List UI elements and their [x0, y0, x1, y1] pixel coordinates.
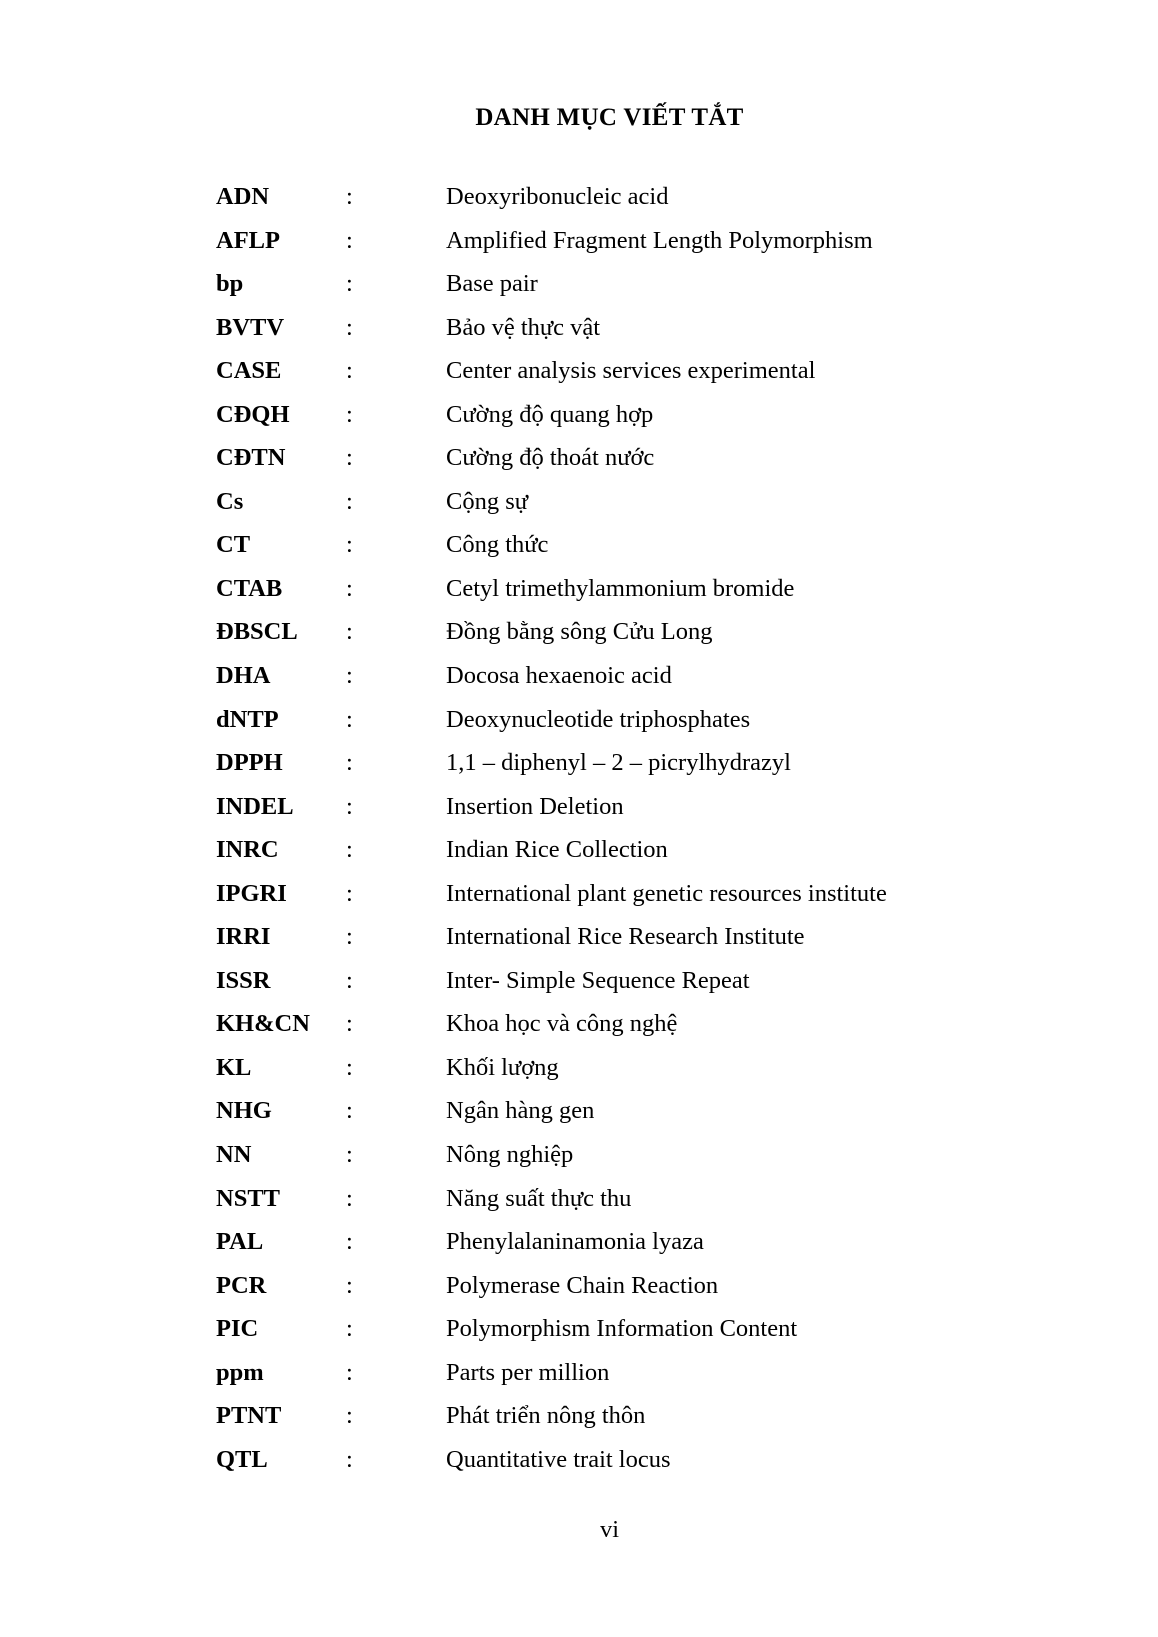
abbreviation-row [0, 922, 1158, 966]
abbreviation-row [0, 792, 1158, 836]
abbreviation-row [0, 1053, 1158, 1097]
abbreviation-definition: Amplified Fragment Length Polymorphism [446, 226, 873, 254]
abbreviation-separator: : [346, 1358, 353, 1386]
abbreviation-definition: Phát triển nông thôn [446, 1402, 646, 1430]
abbreviation-term: Cs [216, 487, 244, 515]
abbreviation-row [0, 400, 1158, 444]
abbreviation-separator: : [346, 1315, 353, 1343]
abbreviation-separator: : [346, 1097, 353, 1125]
abbreviation-definition: Polymerase Chain Reaction [446, 1271, 719, 1299]
abbreviation-definition: International plant genetic resources institute [446, 879, 887, 907]
abbreviation-separator: : [346, 618, 353, 646]
abbreviation-definition: Insertion Deletion [446, 792, 624, 820]
page-title: DANH MỤC VIẾT TẮT [475, 104, 744, 131]
abbreviation-separator: : [346, 1271, 353, 1299]
abbreviation-separator: : [346, 1445, 353, 1473]
abbreviation-term: CĐTN [216, 444, 286, 472]
abbreviation-separator: : [346, 487, 353, 515]
abbreviation-separator: : [346, 400, 353, 428]
abbreviation-term: PCR [216, 1271, 267, 1299]
abbreviation-separator: : [346, 792, 353, 820]
abbreviation-term: KH&CN [216, 1010, 310, 1038]
abbreviation-separator: : [346, 1053, 353, 1081]
abbreviation-definition: Khoa học và công nghệ [446, 1010, 678, 1038]
abbreviation-definition: Cường độ quang hợp [446, 400, 654, 428]
abbreviation-row [0, 1358, 1158, 1402]
abbreviation-term: BVTV [216, 313, 285, 341]
abbreviation-definition: Center analysis services experimental [446, 357, 816, 385]
abbreviation-term: ISSR [216, 966, 271, 994]
abbreviation-term: NSTT [216, 1184, 281, 1212]
abbreviation-row [0, 748, 1158, 792]
abbreviation-definition: Phenylalaninamonia lyaza [446, 1228, 704, 1256]
abbreviation-definition: Cetyl trimethylammonium bromide [446, 574, 795, 602]
abbreviation-term: PTNT [216, 1402, 282, 1430]
abbreviation-term: PAL [216, 1228, 264, 1256]
abbreviation-term: bp [216, 270, 244, 298]
abbreviation-definition: 1,1 – diphenyl – 2 – picrylhydrazyl [446, 749, 791, 777]
abbreviation-row [0, 705, 1158, 749]
abbreviation-term: IPGRI [216, 879, 287, 907]
abbreviation-separator: : [346, 270, 353, 298]
abbreviation-term: IRRI [216, 923, 271, 951]
abbreviation-row [0, 356, 1158, 400]
abbreviation-term: INDEL [216, 792, 294, 820]
abbreviation-row [0, 1445, 1158, 1489]
abbreviation-term: dNTP [216, 705, 279, 733]
abbreviation-row [0, 1096, 1158, 1140]
abbreviation-term: NN [216, 1141, 252, 1169]
abbreviation-row [0, 443, 1158, 487]
abbreviation-row [0, 1009, 1158, 1053]
abbreviation-term: QTL [216, 1445, 268, 1473]
abbreviation-term: CT [216, 531, 251, 559]
abbreviation-definition: Bảo vệ thực vật [446, 313, 601, 341]
abbreviation-definition: Polymorphism Information Content [446, 1315, 798, 1343]
abbreviation-term: DPPH [216, 749, 283, 777]
abbreviation-term: ĐBSCL [216, 618, 298, 646]
abbreviation-separator: : [346, 226, 353, 254]
abbreviation-row [0, 1184, 1158, 1228]
abbreviation-row [0, 487, 1158, 531]
abbreviation-term: ppm [216, 1358, 264, 1386]
abbreviation-row [0, 661, 1158, 705]
abbreviation-definition: Deoxynucleotide triphosphates [446, 705, 751, 733]
abbreviation-row [0, 1314, 1158, 1358]
abbreviation-separator: : [346, 705, 353, 733]
abbreviation-definition: Indian Rice Collection [446, 836, 668, 864]
abbreviation-separator: : [346, 531, 353, 559]
abbreviation-separator: : [346, 836, 353, 864]
abbreviation-separator: : [346, 444, 353, 472]
abbreviation-definition: Base pair [446, 270, 538, 298]
abbreviation-term: DHA [216, 662, 271, 690]
abbreviation-row [0, 1271, 1158, 1315]
abbreviation-term: PIC [216, 1315, 259, 1343]
abbreviation-row [0, 835, 1158, 879]
abbreviation-separator: : [346, 1228, 353, 1256]
abbreviation-row [0, 182, 1158, 226]
abbreviation-separator: : [346, 1184, 353, 1212]
abbreviation-row [0, 530, 1158, 574]
abbreviation-term: CTAB [216, 574, 283, 602]
abbreviation-separator: : [346, 923, 353, 951]
abbreviation-term: NHG [216, 1097, 272, 1125]
abbreviation-list [0, 182, 1158, 1488]
abbreviation-term: AFLP [216, 226, 280, 254]
page-number: vi [599, 1516, 620, 1543]
abbreviation-definition: Đồng bằng sông Cửu Long [446, 618, 713, 646]
abbreviation-definition: Cộng sự [446, 487, 529, 515]
abbreviation-separator: : [346, 1402, 353, 1430]
abbreviation-definition: Quantitative trait locus [446, 1445, 671, 1473]
abbreviation-separator: : [346, 1010, 353, 1038]
abbreviation-row [0, 269, 1158, 313]
abbreviation-row [0, 1227, 1158, 1271]
abbreviation-separator: : [346, 313, 353, 341]
abbreviation-separator: : [346, 879, 353, 907]
abbreviation-separator: : [346, 357, 353, 385]
abbreviation-row [0, 226, 1158, 270]
abbreviation-term: INRC [216, 836, 279, 864]
abbreviation-term: ADN [216, 183, 270, 210]
abbreviation-definition: Năng suất thực thu [446, 1184, 632, 1212]
abbreviation-separator: : [346, 662, 353, 690]
abbreviation-definition: Inter- Simple Sequence Repeat [446, 966, 750, 994]
abbreviation-term: KL [216, 1053, 252, 1081]
abbreviation-definition: International Rice Research Institute [446, 923, 805, 951]
abbreviation-row [0, 313, 1158, 357]
abbreviation-definition: Docosa hexaenoic acid [446, 662, 672, 690]
abbreviation-row [0, 966, 1158, 1010]
abbreviation-definition: Cường độ thoát nước [446, 444, 655, 472]
abbreviation-separator: : [346, 574, 353, 602]
abbreviation-term: CASE [216, 357, 282, 385]
abbreviation-definition: Khối lượng [446, 1053, 559, 1081]
abbreviation-row [0, 879, 1158, 923]
abbreviation-separator: : [346, 183, 353, 210]
abbreviation-separator: : [346, 1141, 353, 1169]
abbreviation-separator: : [346, 966, 353, 994]
abbreviation-definition: Công thức [446, 531, 549, 559]
abbreviation-definition: Nông nghiệp [446, 1141, 574, 1169]
abbreviation-row [0, 1140, 1158, 1184]
abbreviation-definition: Deoxyribonucleic acid [446, 183, 669, 210]
abbreviation-row [0, 1401, 1158, 1445]
abbreviation-separator: : [346, 749, 353, 777]
abbreviation-row [0, 574, 1158, 618]
abbreviation-definition: Parts per million [446, 1358, 610, 1386]
abbreviation-term: CĐQH [216, 400, 290, 428]
abbreviation-row [0, 617, 1158, 661]
abbreviation-definition: Ngân hàng gen [446, 1097, 595, 1125]
